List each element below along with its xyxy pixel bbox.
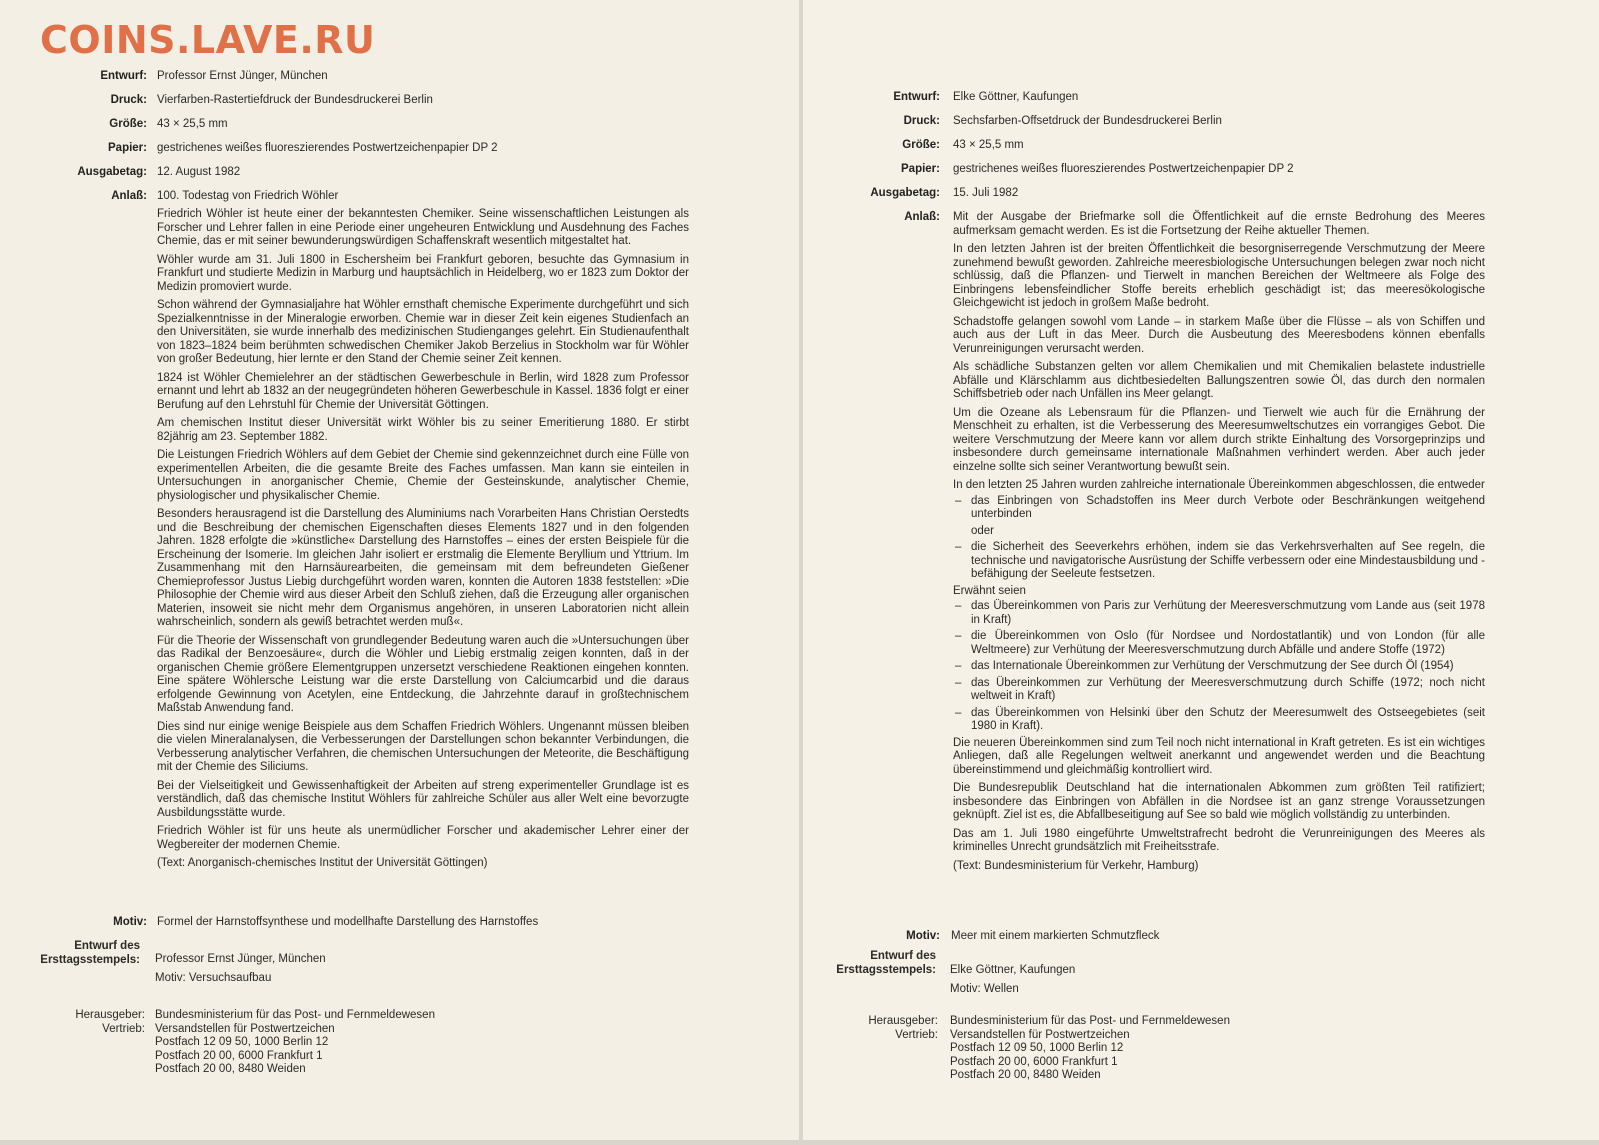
list-item: – die Übereinkommen von Oslo (für Nordsee und Nordostatlantik) und von London (für alle Weltmeere) zur Verhütung der Meeresverschmutzung durch Abfälle und andere Stoffe (1972): [953, 630, 1485, 657]
field-label: Anlaß:: [111, 190, 147, 202]
address-line: Postfach 12 09 50, 1000 Berlin 12: [155, 1036, 329, 1048]
paragraph: Um die Ozeane als Lebensraum für die Pflanzen- und Tierwelt wie auch für die Ernährung der Menschheit zu erhalten, ist die Verbesserung des Meeresumweltschutzes ein vorrangiges Gebot. Die weitere Verschmutzung der Meere kann vor allem durch strikte Einhaltung des Vorsorgeprinzips und insbesondere durch gemeinsame internationale Maßnahmen verhindert werden. Aber auch jeder einzelne sollte sich seiner Verantwortung bewußt sein.: [953, 406, 1485, 473]
field-value: gestrichenes weißes fluoreszierendes Postwertzeichenpapier DP 2: [953, 163, 1294, 175]
publisher-address: [950, 1015, 1230, 1083]
publisher-address: [155, 1009, 435, 1077]
paragraph: Schon während der Gymnasialjahre hat Wöhler ernsthaft chemische Experimente durchgeführt und sich Spezialkenntnisse in der Mineralogie erworben. Chemie war in dieser Zeit kein eigenes Studienfach an den Universitäten, sie wurde innerhalb des medizinischen Studienganges gelehrt. Ein Studienaufenthalt von 1823–1824 beim berühmten schwedischen Chemiker Jakob Berzelius in Stockholm war für Wöhler von großer Bedeutung, hier lernte er den Stand der Chemie seiner Zeit kennen.: [157, 299, 689, 365]
paragraph: Wöhler wurde am 31. Juli 1800 in Eschersheim bei Frankfurt geboren, besuchte das Gymnasium in Frankfurt und studierte Medizin in Marburg und hauptsächlich in Heidelberg, wo er 1823 zum Doktor der Medizin promoviert wurde.: [157, 253, 689, 293]
address-line: Postfach 12 09 50, 1000 Berlin 12: [950, 1042, 1124, 1054]
text-credit: (Text: Bundesministerium für Verkehr, Hamburg): [953, 859, 1199, 872]
list-item: – das Übereinkommen von Helsinki über den Schutz der Meeresumwelt des Ostseegebietes (seit 1980 in Kraft).: [953, 707, 1485, 734]
address-line: Postfach 20 00, 8480 Weiden: [950, 1069, 1101, 1081]
publisher-label-line: Herausgeber:: [75, 1009, 145, 1021]
stempel-values: [155, 953, 326, 985]
field-label: Größe:: [902, 139, 940, 151]
paragraph: Die neueren Übereinkommen sind zum Teil noch nicht international in Kraft getreten. Es ist ein wichtiges Anliegen, daß alle Regelungen weltweit anerkannt und angewendet werden und die Beachtung übereinstimmend und gleichmäßig kontrolliert wird.: [953, 736, 1485, 776]
field-value: 15. Juli 1982: [953, 187, 1019, 199]
address-line: Versandstellen für Postwertzeichen: [155, 1022, 335, 1035]
stempel-motiv: Motiv: Versuchsaufbau: [155, 971, 272, 984]
paragraph: Die Bundesrepublik Deutschland hat die internationalen Abkommen zum größten Teil ratifiziert; insbesondere das Einbringen von Abfällen in die Nordsee ist an ganz strenge Voraussetzungen geknüpft. Ziel ist es, die Abfallbeseitigung auf See so bald wie möglich vollständig zu unterbinden.: [953, 782, 1485, 821]
field-label: Druck:: [110, 94, 147, 106]
stempel-designer: Elke Göttner, Kaufungen: [950, 964, 1076, 976]
list-connector: oder: [971, 524, 995, 537]
field-value: 43 × 25,5 mm: [157, 118, 228, 130]
address-line: Versandstellen für Postwertzeichen: [950, 1028, 1130, 1041]
paragraph: Friedrich Wöhler ist für uns heute als unermüdlicher Forscher und akademischer Lehrer einer der Wegbereiter der modernen Chemie.: [157, 825, 689, 851]
address-line: Postfach 20 00, 6000 Frankfurt 1: [950, 1055, 1118, 1068]
field-label: Motiv:: [906, 930, 940, 942]
paragraph: Besonders herausragend ist die Darstellung des Aluminiums nach Vorarbeiten Hans Christian Oerstedts und die Beschreibung der chemischen Eigenschaften dieses Elements 1827 und in den folgenden Jahren. 1828 erfolgte die »künstliche« Darstellung des Harnstoffes – eines der ersten Beispiele für die Erscheinung der Isomerie. Im gleichen Jahr isoliert er erstmalig die Elemente Beryllium und Yttrium. Im Zusammenhang mit den Harnsäurearbeiten, die gemeinsam mit dem befreundeten Gießener Chemieprofessor Justus Liebig durchgeführt worden waren, konnten die Autoren 1838 feststellen: »Die Philosophie der Chemie wird aus dieser Arbeit den Schluß ziehen, daß die Erzeugung aller organischen Materien, insoweit sie nicht mehr dem Organismus angehören, in unseren Laboratorien nicht allein wahrscheinlich, sondern als gewiß betrachtet werden muß«.: [157, 508, 689, 628]
stempel-label: [0, 940, 140, 967]
field-value: 100. Todestag von Friedrich Wöhler: [157, 190, 339, 202]
field-label: Papier:: [108, 142, 147, 154]
stempel-motiv: Motiv: Wellen: [950, 982, 1019, 995]
field-value: Formel der Harnstoffsynthese und modellhafte Darstellung des Harnstoffes: [157, 916, 539, 928]
field-value: 12. August 1982: [157, 166, 241, 178]
field-label: Größe:: [109, 118, 147, 130]
paragraph: Für die Theorie der Wissenschaft von grundlegender Bedeutung waren auch die »Untersuchungen über das Radikal der Benzoesäure«, durch die Wöhler und Liebig erstmalig zeigen konnten, daß in der organischen Chemie größere Elementgruppen unzersetzt verschiedene Reaktionen eingehen konnten. Eine spätere Wöhlersche Leistung war die erste Darstellung von Calciumcarbid und die daraus erfolgende Gewinnung von Acetylen, eine Entdeckung, die Jahrzehnte darauf in großtechnischem Maßstab Anwendung fand.: [157, 634, 689, 714]
field-value: 43 × 25,5 mm: [953, 139, 1024, 151]
publisher-label: [0, 1009, 145, 1036]
field-label: Entwurf:: [893, 91, 940, 103]
paragraph: Friedrich Wöhler ist heute einer der bekanntesten Chemiker. Seine wissenschaftlichen Leistungen als Forscher und Lehrer fallen in eine Periode einer ungeheuren Entwicklung und Ausdehnung des Faches Chemie, das er mit seiner bewunderungswürdigen Schaffenskraft wesentlich mitgestaltet hat.: [157, 208, 689, 247]
list-item: – das Einbringen von Schadstoffen ins Meer durch Verbote oder Beschränkungen weitgehend unterbinden: [953, 495, 1485, 522]
address-line: Bundesministerium für das Post- und Fernmeldewesen: [155, 1009, 435, 1021]
stempel-label-line: Ersttagsstempels:: [836, 963, 936, 976]
stempel-label-line: Ersttagsstempels:: [40, 953, 140, 966]
left-page: [0, 0, 799, 1140]
publisher-label-line: Vertrieb:: [102, 1022, 145, 1035]
paragraph: Schadstoffe gelangen sowohl vom Lande – in starkem Maße über die Flüsse – als von Schiffen und auch aus der Luft in das Meer. Durch die Ausbeutung des Meeresbodens können ebenfalls Verunreinigungen verursacht werden.: [953, 315, 1485, 355]
list-item: – das Übereinkommen von Paris zur Verhütung der Meeresverschmutzung vom Lande aus (seit 1978 in Kraft): [953, 600, 1485, 627]
paragraph-anlass: Mit der Ausgabe der Briefmarke soll die Öffentlichkeit auf die ernste Bedrohung des Meeres aufmerksam gemacht werden. Es ist die Fortsetzung der Reihe aktueller Themen.: [953, 211, 1485, 237]
field-value: Elke Göttner, Kaufungen: [953, 91, 1079, 103]
stempel-designer: Professor Ernst Jünger, München: [155, 953, 326, 965]
paragraph: Das am 1. Juli 1980 eingeführte Umweltstrafrecht bedroht die Verunreinigungen des Meeres als kriminelles Unrecht grundsätzlich mit Freiheitsstrafe.: [953, 827, 1485, 853]
stempel-values: [950, 964, 1075, 996]
field-label: Motiv:: [113, 916, 147, 928]
paragraph: 1824 ist Wöhler Chemielehrer an der städtischen Gewerbeschule in Berlin, wird 1828 zum Professor ernannt und lehrt ab 1832 an der neugegründeten höheren Gewerbeschule in Kassel. 1836 folgt er einer Berufung auf den Lehrstuhl für Chemie der Universität Göttingen.: [157, 371, 689, 411]
address-line: Bundesministerium für das Post- und Fernmeldewesen: [950, 1015, 1230, 1027]
publisher-label-line: Herausgeber:: [868, 1015, 938, 1027]
watermark: COINS.LAVE.RU: [40, 18, 376, 62]
paragraph: In den letzten 25 Jahren wurden zahlreiche internationale Übereinkommen abgeschlossen, die entweder: [953, 479, 1485, 491]
address-line: Postfach 20 00, 8480 Weiden: [155, 1063, 306, 1075]
list-intro: Erwähnt seien: [953, 584, 1026, 597]
field-label: Ausgabetag:: [77, 166, 147, 178]
list-item: – die Sicherheit des Seeverkehrs erhöhen, indem sie das Verkehrsverhalten auf See regeln, die technische und navigatorische Ausrüstung der Schiffe verbessern oder eine Mindestausbildung und -befähigung der Seeleute festsetzen.: [953, 541, 1485, 582]
paragraph: Dies sind nur einige wenige Beispiele aus dem Schaffen Friedrich Wöhlers. Ungenannt müssen bleiben die vielen Mineralanalysen, die Verbesserungen der Darstellungen schon bekannter Verbindungen, die Verbesserung analytischer Verfahren, die chemischen Untersuchungen der Meteorite, die Beschäftigung mit der Chemie des Siliciums.: [157, 720, 689, 773]
list-item: – das Internationale Übereinkommen zur Verhütung der Verschmutzung der See durch Öl (1954): [953, 660, 1485, 674]
field-value: gestrichenes weißes fluoreszierendes Postwertzeichenpapier DP 2: [157, 142, 498, 154]
right-body-text: [953, 211, 1485, 878]
publisher-label: [803, 1015, 938, 1042]
publisher-label-line: Vertrieb:: [895, 1028, 938, 1041]
right-page: [803, 0, 1599, 1140]
paragraph: In den letzten Jahren ist der breiten Öffentlichkeit die besorgniserregende Verschmutzung der Meere zunehmend bewußt geworden. Zahlreiche meeresbiologische Untersuchungen belegen zwar noch nicht schlüssig, daß die Pflanzen- und Tierwelt in manchen Bereichen der Weltmeere als Folge des Einbringens lebensfeindlicher Stoffe bereits erheblich geschädigt ist; das meeresökologische Gleichgewicht ist jedoch in großem Maße bedroht.: [953, 243, 1485, 309]
field-label: Entwurf:: [100, 70, 147, 82]
stempel-label-line: Entwurf des: [74, 940, 140, 952]
paragraph: Als schädliche Substanzen gelten vor allem Chemikalien und mit Chemikalien belastete industrielle Abfälle und Klärschlamm aus dichtbesiedelten Ballungszentren sowie Öl, das durch den normalen Schiffsbetrieb oder nach Unfällen ins Meer gelangt.: [953, 361, 1485, 400]
list-item: – das Übereinkommen zur Verhütung der Meeresverschmutzung durch Schiffe (1972; noch nicht weltweit in Kraft): [953, 677, 1485, 704]
field-label: Anlaß:: [904, 211, 940, 223]
paragraph: Am chemischen Institut dieser Universität wirkt Wöhler bis zu seiner Emeritierung 1880. Er stirbt 82jährig am 23. September 1882.: [157, 417, 689, 443]
field-label: Druck:: [903, 115, 940, 127]
field-label: Ausgabetag:: [870, 187, 940, 199]
paragraph: Bei der Vielseitigkeit und Gewissenhaftigkeit der Arbeiten auf streng experimenteller Grundlage ist es verständlich, daß das chemische Institut Wöhlers für zahlreiche Schüler aus aller Welt eine bevorzugte Ausbildungsstätte wurde.: [157, 779, 689, 819]
field-label: Papier:: [901, 163, 940, 175]
field-value: Sechsfarben-Offsetdruck der Bundesdruckerei Berlin: [953, 115, 1222, 127]
text-credit: (Text: Anorganisch-chemisches Institut der Universität Göttingen): [157, 857, 488, 869]
paragraph: Die Leistungen Friedrich Wöhlers auf dem Gebiet der Chemie sind gekennzeichnet durch eine Fülle von experimentellen Arbeiten, die die gesamte Breite des Faches umfassen. Man kann sie einteilen in Untersuchungen in anorganischer Chemie, Chemie der Gesteinskunde, analytischer Chemie, physiologischer und physikalischer Chemie.: [157, 449, 689, 502]
field-value: Meer mit einem markierten Schmutzfleck: [951, 930, 1160, 942]
address-line: Postfach 20 00, 6000 Frankfurt 1: [155, 1049, 323, 1062]
field-value: Vierfarben-Rastertiefdruck der Bundesdruckerei Berlin: [157, 94, 433, 106]
stempel-label-line: Entwurf des: [870, 950, 936, 962]
left-body-text: [157, 208, 689, 876]
field-value: Professor Ernst Jünger, München: [157, 70, 328, 82]
stempel-label: [803, 950, 936, 977]
